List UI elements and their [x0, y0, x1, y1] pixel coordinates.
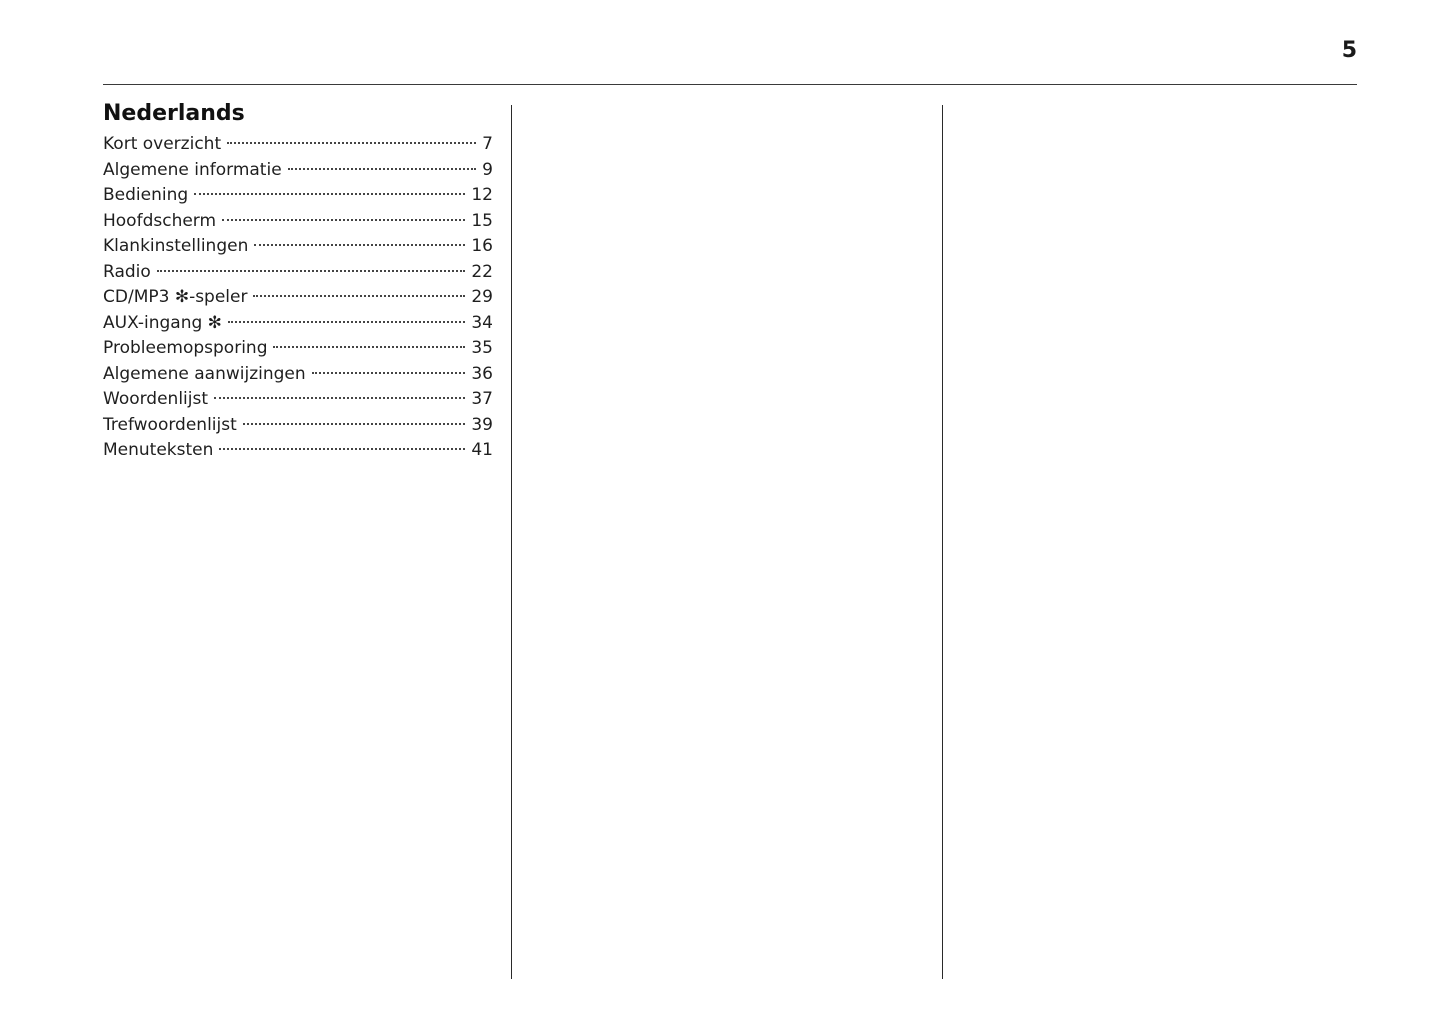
dot-leader — [227, 142, 476, 144]
toc-item-label: Trefwoordenlijst — [103, 414, 237, 435]
dot-leader — [273, 346, 465, 348]
dot-leader — [243, 423, 466, 425]
toc-item-page: 37 — [471, 389, 493, 409]
toc-item-page: 35 — [471, 338, 493, 358]
dot-leader — [222, 219, 465, 221]
dot-leader — [214, 397, 465, 399]
dot-leader — [219, 448, 465, 450]
toc-item-page: 39 — [471, 414, 493, 435]
toc-item-page: 41 — [471, 440, 493, 460]
toc-item-label: CD/MP3 ✻-speler — [103, 287, 248, 307]
toc-item-label: Kort overzicht — [103, 134, 222, 154]
toc-item-label: Radio — [103, 261, 151, 282]
toc-item-algemene-aanwijzingen[interactable] — [103, 362, 493, 388]
toc-item-label: Woordenlijst — [103, 389, 209, 409]
toc-item-label: Probleemopsporing — [103, 338, 268, 358]
header-rule — [103, 84, 1357, 85]
table-of-contents — [103, 99, 493, 464]
page-number: 5 — [1341, 38, 1357, 63]
toc-item-trefwoordenlijst[interactable] — [103, 413, 493, 439]
toc-item-label: AUX-ingang ✻ — [103, 312, 222, 333]
toc-item-page: 12 — [471, 185, 493, 205]
toc-item-label: Bediening — [103, 185, 189, 205]
toc-title: Nederlands — [103, 101, 245, 126]
toc-item-label: Menuteksten — [103, 440, 214, 460]
toc-list — [103, 132, 493, 464]
toc-item-page: 7 — [482, 134, 493, 154]
toc-item-page: 16 — [471, 236, 493, 256]
dot-leader — [228, 321, 465, 323]
toc-item-label: Hoofdscherm — [103, 210, 217, 231]
dot-leader — [194, 193, 465, 195]
toc-item-page: 15 — [471, 210, 493, 231]
dot-leader — [254, 244, 465, 246]
toc-item-cd-mp3-speler[interactable] — [103, 285, 493, 311]
toc-item-page: 34 — [471, 312, 493, 333]
toc-item-algemene-informatie[interactable] — [103, 158, 493, 184]
toc-item-hoofdscherm[interactable] — [103, 209, 493, 235]
dot-leader — [253, 295, 465, 297]
toc-item-probleemopsporing[interactable] — [103, 336, 493, 362]
toc-item-menuteksten[interactable] — [103, 438, 493, 464]
toc-item-klankinstellingen[interactable] — [103, 234, 493, 260]
toc-item-label: Algemene informatie — [103, 159, 282, 180]
column-divider-right — [942, 105, 943, 979]
toc-item-bediening[interactable] — [103, 183, 493, 209]
dot-leader — [312, 372, 466, 374]
toc-item-radio[interactable] — [103, 260, 493, 286]
dot-leader — [157, 270, 466, 272]
toc-item-page: 22 — [471, 261, 493, 282]
column-divider-left — [511, 105, 512, 979]
toc-item-label: Algemene aanwijzingen — [103, 363, 306, 384]
toc-item-page: 36 — [471, 363, 493, 384]
toc-item-kort-overzicht[interactable] — [103, 132, 493, 158]
toc-item-woordenlijst[interactable] — [103, 387, 493, 413]
toc-item-aux-ingang[interactable] — [103, 311, 493, 337]
toc-item-label: Klankinstellingen — [103, 236, 249, 256]
toc-item-page: 9 — [482, 159, 493, 180]
dot-leader — [288, 168, 477, 170]
toc-item-page: 29 — [471, 287, 493, 307]
